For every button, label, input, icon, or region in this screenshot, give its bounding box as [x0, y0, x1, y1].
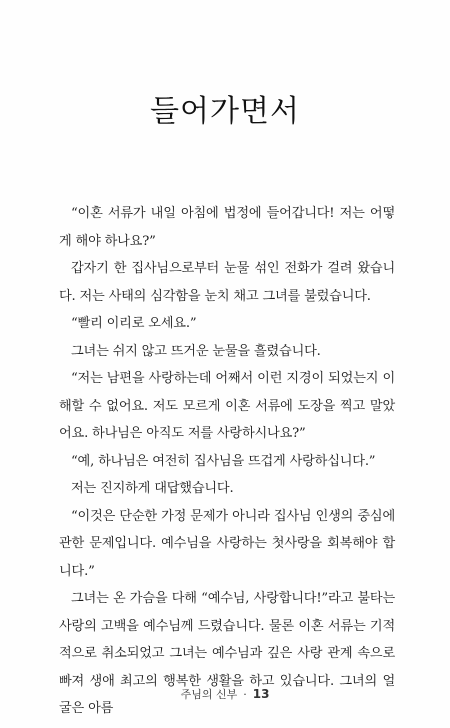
- chapter-title: 들어가면서: [150, 94, 300, 129]
- page-footer: [0, 686, 450, 702]
- page-number: 13: [252, 687, 270, 701]
- paragraph: “예, 하나님은 여전히 집사님을 뜨겁게 사랑하십니다.”: [71, 453, 376, 469]
- paragraph: “이것은 단순한 가정 문제가 아니라 집사님 인생의 중심에 관한 문제입니다. 예수님을 사랑하는 첫사랑을 회복해야 합니다.”: [59, 508, 395, 579]
- paragraph: “저는 남편을 사랑하는데 어째서 이런 지경이 되었는지 이해할 수 없어요. 저도 모르게 이혼 서류에 도장을 찍고 말았어요. 하나님은 아직도 저를 사랑하시나요?”: [59, 371, 395, 441]
- paragraph: 저는 진지하게 대답했습니다.: [71, 481, 234, 496]
- paragraph: 그녀는 온 가슴을 다해 “예수님, 사랑합니다!”라고 불타는 사랑의 고백을 예수님께 드렸습니다. 물론 이혼 서류는 기적적으로 취소되었고 그녀는 예수님과 깊은 사랑 관계 속으로 빠져 생애 최고의 행복한 생활을 하고 있습니다. 그녀의 얼굴은 아름: [59, 591, 395, 716]
- running-footer-title: 주님의 신부: [180, 688, 238, 701]
- paragraph: “빨리 이리로 오세요.”: [71, 316, 197, 331]
- paragraph: 그녀는 쉬지 않고 뜨거운 눈물을 흘렸습니다.: [71, 343, 321, 359]
- paragraph: “이혼 서류가 내일 아침에 법정에 들어갑니다! 저는 어떻게 해야 하나요?”: [59, 206, 395, 249]
- paragraph: 갑자기 한 집사님으로부터 눈물 섞인 전화가 걸려 왔습니다. 저는 사태의 심각함을 눈치 채고 그녀를 불렀습니다.: [59, 261, 395, 304]
- footer-separator: ·: [243, 688, 247, 701]
- body-text: [59, 200, 395, 723]
